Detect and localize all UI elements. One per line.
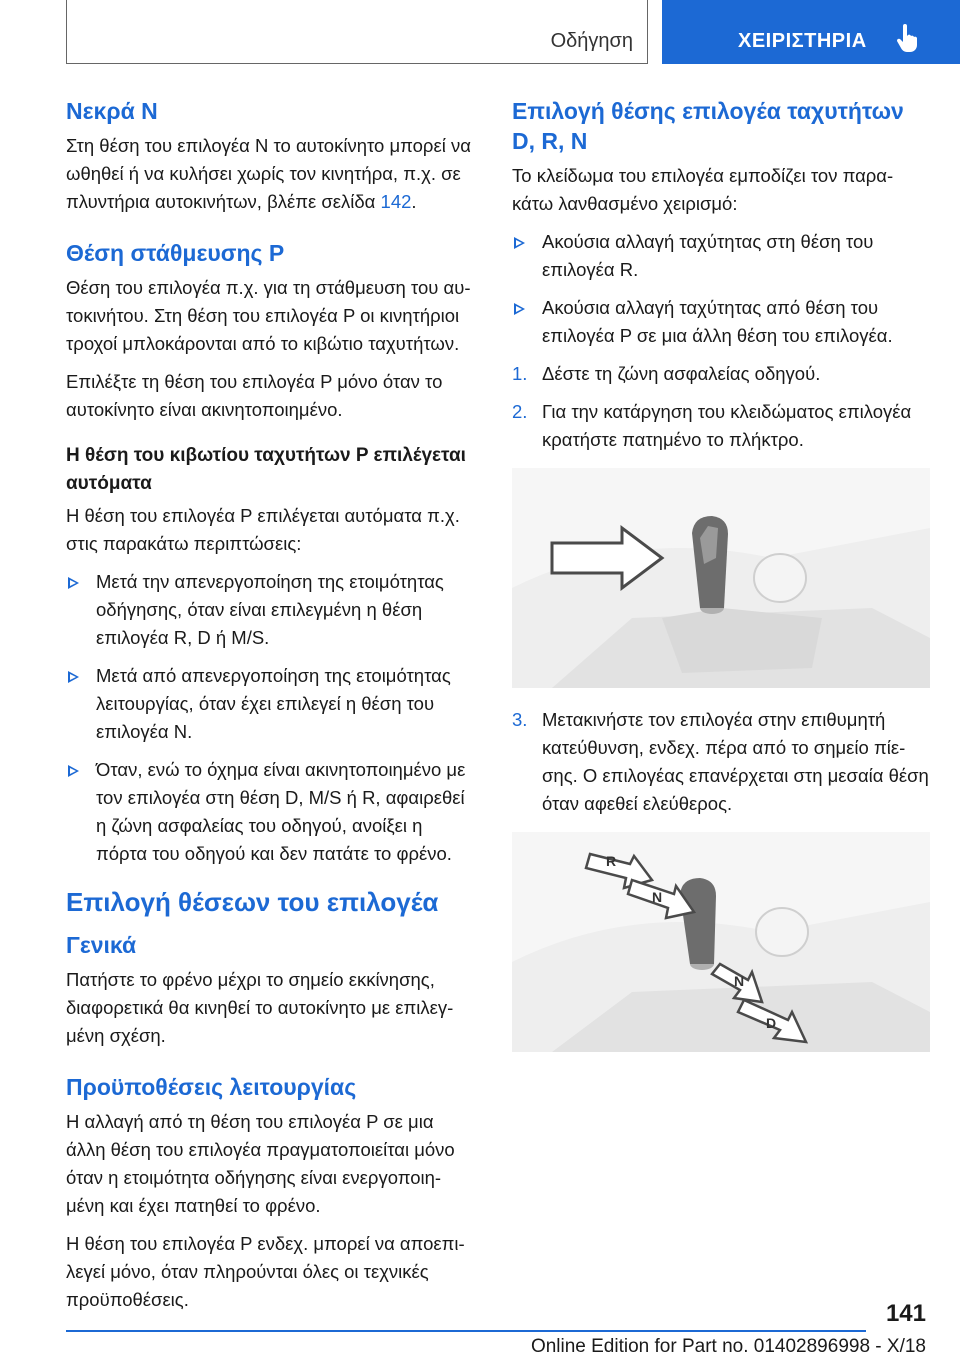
prerequisites-paragraph-1: Η αλλαγή από τη θέση του επιλογέα P σε μια άλλη θέση του επιλογέα πραγματοποιείται μόνο όταν η ετοιμότητα οδήγησης είναι ενεργοποιη-μένη και έχει πατηθεί το φρένο. <box>66 1111 455 1216</box>
drn-list <box>512 228 930 350</box>
prerequisites-paragraph-2: Η θέση του επιλογέα P ενδεχ. μπορεί να αποεπι-λεγεί μόνο, όταν πληρούνται όλες οι τεχνικές προϋποθέσεις. <box>66 1233 465 1310</box>
chapter-title: ΧΕΙΡΙΣΤΗΡΙΑ <box>738 30 867 52</box>
selector-lock-button-illustration <box>512 468 930 688</box>
page-link[interactable]: 142 <box>380 191 412 212</box>
footer-divider <box>66 1330 866 1332</box>
general-heading: Γενικά <box>66 932 137 958</box>
list-item: Μετά από απενεργοποίηση της ετοιμότητας λειτουργίας, όταν έχει επιλεγεί η θέση του επιλογέα N. <box>66 662 478 746</box>
selector-direction-illustration <box>512 832 930 1052</box>
section-title: Οδήγηση <box>550 30 633 52</box>
page-number: 141 <box>885 1300 926 1327</box>
step-number: 1. <box>512 363 528 384</box>
triangle-bullet-icon <box>68 765 79 777</box>
list-item: Μετά την απενεργοποίηση της ετοιμότητας οδήγησης, όταν είναι επιλεγμένη η θέση επιλογέα R, D ή M/S. <box>66 568 478 652</box>
general-paragraph: Πατήστε το φρένο μέχρι το σημείο εκκίνησης, διαφορετικά θα κινηθεί το αυτοκίνητο με επιλεγ-μένη σχέση. <box>66 969 454 1046</box>
fig-label-n-lower: N <box>734 973 745 989</box>
step-number: 2. <box>512 401 528 422</box>
fig-label-n-upper: N <box>652 889 663 905</box>
step-item: 2. Για την κατάργηση του κλειδώματος επιλογέα κρατήστε πατημένο το πλήκτρο. <box>512 398 930 454</box>
triangle-bullet-icon <box>68 577 79 589</box>
neutral-paragraph: Στη θέση του επιλογέα N το αυτοκίνητο μπορεί να ωθηθεί ή να κυλήσει χωρίς τον κινητήρα, π.χ. σε πλυντήρια αυτοκινήτων, βλέπε σελίδα 142. <box>66 135 471 212</box>
header-section-box <box>66 0 648 64</box>
edition-note: Online Edition for Part no. 01402896998 - X/18 <box>530 1336 926 1357</box>
list-item: Ακούσια αλλαγή ταχύτητας από θέση του επιλογέα P σε μια άλλη θέση του επιλογέα. <box>512 294 930 350</box>
step-number: 3. <box>512 709 528 730</box>
neutral-heading: Νεκρά N <box>66 98 158 124</box>
steps-list-a <box>512 360 930 454</box>
selector-illustration-1 <box>512 468 930 688</box>
prerequisites-heading: Προϋποθέσεις λειτουργίας <box>66 1074 357 1100</box>
step-item: 3. Μετακινήστε τον επιλογέα στην επιθυμητή κατεύθυνση, ενδεχ. πέρα από το σημείο πίε-σης. Ο επιλογέας επανέρχεται στη μεσαία θέση όταν αφεθεί ελεύθερος. <box>512 706 930 818</box>
drn-paragraph: Το κλείδωμα του επιλογέα εμποδίζει τον παρα-κάτω λανθασμένο χειρισμό: <box>512 165 894 214</box>
fig-label-r: R <box>606 853 617 869</box>
right-column <box>512 96 930 1070</box>
triangle-bullet-icon <box>514 303 525 315</box>
hand-pointer-icon <box>894 24 922 54</box>
auto-p-list <box>66 568 478 868</box>
step-item: 1. Δέστε τη ζώνη ασφαλείας οδηγού. <box>512 360 930 388</box>
steps-list-b <box>512 706 930 818</box>
left-column <box>66 96 478 1324</box>
triangle-bullet-icon <box>68 671 79 683</box>
list-item: Όταν, ενώ το όχημα είναι ακινητοποιημένο με τον επιλογέα στη θέση D, M/S ή R, αφαιρεθεί η ζώνη ασφαλείας του οδηγού, ανοίξει η πόρτα του οδηγού και δεν πατάτε το φρένο. <box>66 756 478 868</box>
selector-illustration-2 <box>512 832 930 1052</box>
auto-p-heading: Η θέση του κιβωτίου ταχυτήτων P επιλέγεται αυτόματα <box>66 445 466 494</box>
park-paragraph-2: Επιλέξτε τη θέση του επιλογέα P μόνο όταν το αυτοκίνητο είναι ακινητοποιημένο. <box>66 371 443 420</box>
drn-heading: Επιλογή θέσης επιλογέα ταχυτήτων D, R, N <box>512 98 904 154</box>
list-item: Ακούσια αλλαγή ταχύτητας στη θέση του επιλογέα R. <box>512 228 930 284</box>
auto-p-paragraph: Η θέση του επιλογέα P επιλέγεται αυτόματα π.χ. στις παρακάτω περιπτώσεις: <box>66 505 460 554</box>
triangle-bullet-icon <box>514 237 525 249</box>
fig-label-d: D <box>766 1015 777 1031</box>
chapter-tab[interactable] <box>662 0 960 64</box>
selecting-heading: Επιλογή θέσεων του επιλογέα <box>66 887 439 917</box>
park-paragraph-1: Θέση του επιλογέα π.χ. για τη στάθμευση του αυ-τοκινήτου. Στη θέση του επιλογέα P οι κινητήριοι τροχοί μπλοκάρονται από το κιβώτιο ταχυτήτων. <box>66 277 471 354</box>
park-heading: Θέση στάθμευσης P <box>66 240 285 266</box>
